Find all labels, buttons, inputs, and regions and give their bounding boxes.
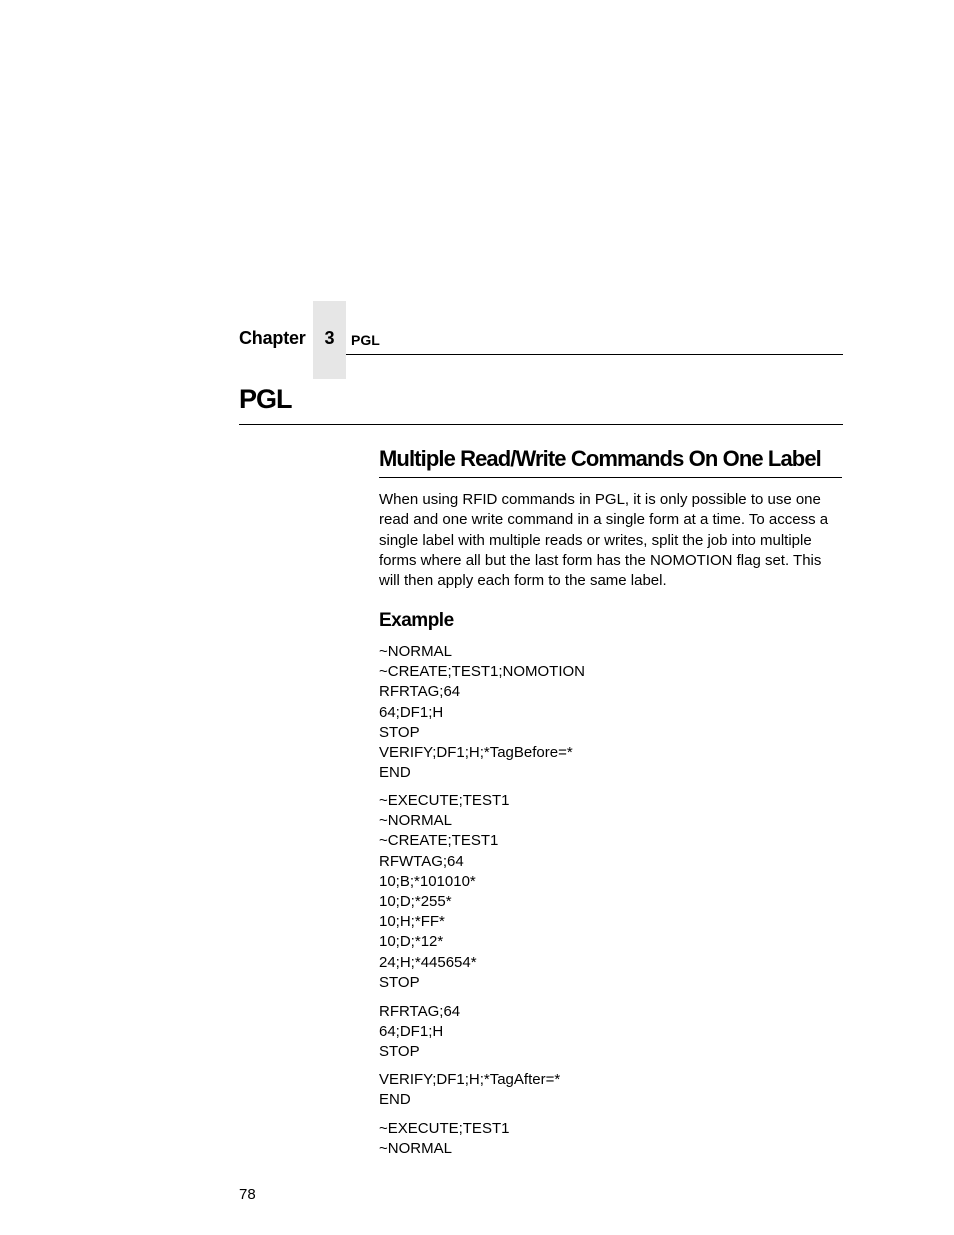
code-line: END <box>379 1091 411 1109</box>
title-rule <box>239 424 843 425</box>
code-line: 24;H;*445654* <box>379 953 477 971</box>
code-line: ~EXECUTE;TEST1 <box>379 1120 510 1137</box>
code-block <box>379 642 829 783</box>
code-line: RFRTAG;64 <box>379 683 461 701</box>
code-line: 64;DF1;H <box>379 703 444 721</box>
code-line: END <box>379 764 411 782</box>
code-line: ~CREATE;TEST1 <box>379 832 499 850</box>
code-line: ~NORMAL <box>379 643 452 660</box>
chapter-name: PGL <box>351 332 380 348</box>
code-line: 10;H;*FF* <box>379 913 445 931</box>
code-line: STOP <box>379 973 420 991</box>
code-line: STOP <box>379 1043 420 1061</box>
code-line: 10;B;*101010* <box>379 872 476 890</box>
code-block <box>379 791 829 993</box>
page-number: 78 <box>239 1186 256 1203</box>
chapter-label: Chapter <box>239 328 306 348</box>
page-title: PGL <box>239 384 292 414</box>
section-paragraph: When using RFID commands in PGL, it is only possible to use one read and one write command in a single form at a time. To access a single label with multiple reads or writes, split the job into multiple forms where all but the last form has the NOMOTION flag set. This will then apply each form to the same label. <box>379 491 829 590</box>
chapter-number: 3 <box>324 328 335 348</box>
code-line: ~NORMAL <box>379 1140 452 1158</box>
code-line: ~EXECUTE;TEST1 <box>379 792 510 809</box>
example-heading: Example <box>379 610 454 631</box>
code-line: 10;D;*12* <box>379 933 444 951</box>
code-line: ~CREATE;TEST1;NOMOTION <box>379 663 585 681</box>
section-title: Multiple Read/Write Commands On One Label <box>379 446 821 471</box>
code-line: VERIFY;DF1;H;*TagAfter=* <box>379 1071 561 1088</box>
code-line: VERIFY;DF1;H;*TagBefore=* <box>379 744 573 762</box>
code-line: 64;DF1;H <box>379 1023 444 1041</box>
code-block <box>379 1119 829 1159</box>
code-block <box>379 1070 829 1110</box>
header-rule <box>346 354 843 355</box>
code-line: 10;D;*255* <box>379 893 452 911</box>
code-line: RFWTAG;64 <box>379 852 464 870</box>
code-line: ~NORMAL <box>379 812 452 830</box>
code-block <box>379 1002 829 1063</box>
section-rule <box>379 477 842 478</box>
code-line: RFRTAG;64 <box>379 1003 461 1020</box>
code-line: STOP <box>379 723 420 741</box>
